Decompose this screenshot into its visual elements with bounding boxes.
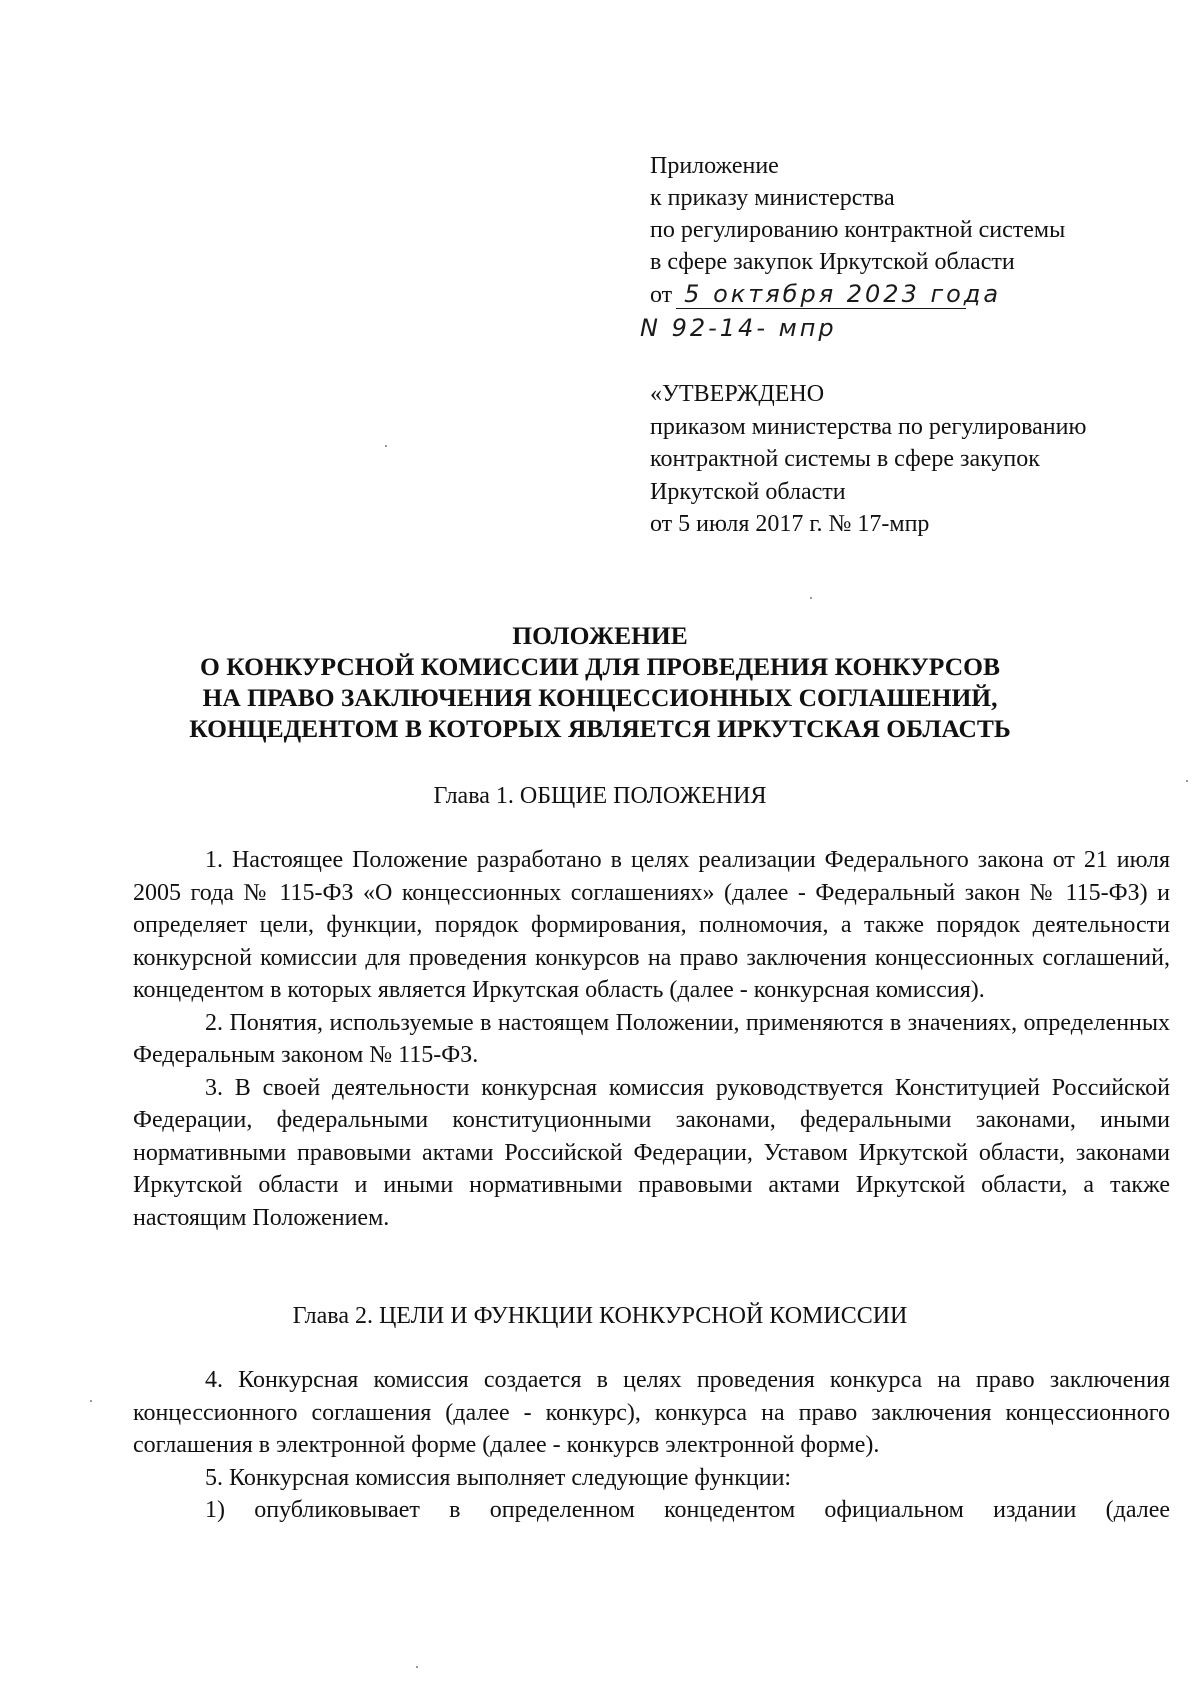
date-underline [676,308,966,309]
paragraph: 3. В своей деятельности конкурсная комиссия руководствуется Конституцией Российской Федерации, федеральными конституционными законами, федеральными законами, иными нормативными правовыми актами Российской Федерации, Уставом Иркутской области, законами Иркутской области и иными нормативными правовыми актами Иркутской области, а также настоящим Положением. [133,1074,1170,1231]
date-prefix: от [650,282,673,308]
handwritten-date: 5 октября 2023 года [684,280,1002,308]
paragraph: 4. Конкурсная комиссия создается в целях проведения конкурса на право заключения концессионного соглашения (далее - конкурс), конкурса на право заключения концессионного соглашения в электронной форме (далее - конкурсв электронной форме). [133,1367,1170,1458]
approved-line: контрактной системы в сфере закупок [650,446,1040,472]
approved-line: от 5 июля 2017 г. № 17-мпр [650,511,930,537]
chapter-2-body [133,1364,1170,1527]
paragraph: 5. Конкурсная комиссия выполняет следующие функции: [205,1464,792,1491]
title-line: КОНЦЕДЕНТОМ В КОТОРЫХ ЯВЛЯЕТСЯ ИРКУТСКАЯ ОБЛАСТЬ [189,714,1011,743]
title-line: НА ПРАВО ЗАКЛЮЧЕНИЯ КОНЦЕССИОННЫХ СОГЛАШЕНИЙ, [202,683,998,712]
appendix-line: Приложение [650,153,779,179]
appendix-header [640,150,1170,346]
chapter-2-heading: Глава 2. ЦЕЛИ И ФУНКЦИИ КОНКУРСНОЙ КОМИССИИ [292,1303,908,1329]
scan-speck [810,597,812,599]
order-number-row [640,312,1170,346]
approved-line: Иркутской области [650,478,846,505]
scan-speck [1186,780,1188,782]
scan-speck [90,1400,92,1402]
appendix-line: к приказу министерства [650,185,895,211]
approved-line: «УТВЕРЖДЕНО [650,381,825,407]
paragraph: 1. Настоящее Положение разработано в целях реализации Федерального закона от 21 июля 2005 года № 115-ФЗ «О концессионных соглашениях» (далее - Федеральный закон № 115-ФЗ) и определяет цели, функции, порядок формирования, полномочия, а также порядок деятельности конкурсной комиссии для проведения конкурсов на право заключения концессионных соглашений, концедентом в которых является Иркутская область (далее - конкурсная комиссия). [133,847,1170,1003]
approved-line: приказом министерства по регулированию [650,413,1087,440]
scan-speck [385,445,387,447]
handwritten-number: N 92-14- мпр [640,314,837,342]
approved-block [650,378,1190,541]
paragraph: 1) опубликовывает в определенном концедентом официальном издании (далее [205,1497,1170,1523]
chapter-1-body [133,844,1170,1234]
appendix-line: в сфере закупок Иркутской области [650,249,1015,275]
scan-speck [416,1666,418,1668]
document-title [60,620,1140,744]
paragraph: 2. Понятия, используемые в настоящем Положении, применяются в значениях, определенных Федеральным законом № 115-ФЗ. [133,1009,1170,1068]
chapter-1-heading: Глава 1. ОБЩИЕ ПОЛОЖЕНИЯ [433,783,767,809]
title-line: ПОЛОЖЕНИЕ [512,621,688,650]
order-date-row [650,278,1170,312]
appendix-line: по регулированию контрактной системы [650,217,1066,243]
title-line: О КОНКУРСНОЙ КОМИССИИ ДЛЯ ПРОВЕДЕНИЯ КОНКУРСОВ [200,652,1000,681]
